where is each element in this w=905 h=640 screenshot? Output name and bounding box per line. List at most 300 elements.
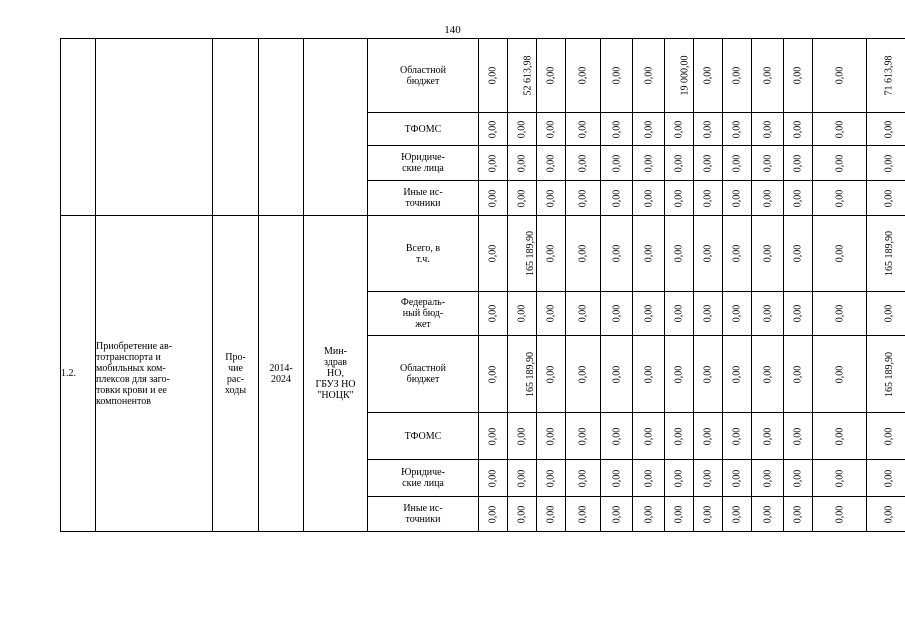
amount-cell [723,413,752,460]
amount-cell [537,146,566,181]
text-line: Федераль- [400,297,446,308]
amount-cell [665,113,694,146]
amount-cell [601,336,633,413]
amount-cell [566,292,601,336]
amount-value: 0,00 [545,427,557,445]
amount-cell [537,292,566,336]
amount-value: 0,00 [702,66,714,85]
amount-value: 0,00 [577,469,589,487]
funding-source [368,497,479,532]
amount-cell [633,497,665,532]
amount-cell [665,39,694,113]
amount-value: 0,00 [883,427,894,445]
amount-cell [566,413,601,460]
amount-value: 0,00 [792,427,804,445]
amount-cell [537,460,566,497]
amount-value: 0,00 [883,505,894,523]
amount-cell [566,181,601,216]
amount-value: 0,00 [834,505,845,523]
amount-value: 165 189,90 [884,231,895,276]
amount-value: 0,00 [577,427,589,445]
amount-cell [508,146,537,181]
funding-source [368,113,479,146]
amount-value: 0,00 [673,365,685,383]
amount-value: 0,00 [643,244,654,263]
amount-cell [508,216,537,292]
amount-cell [566,113,601,146]
amount-cell [479,336,508,413]
funding-source [368,460,479,497]
amount-value: 0,00 [883,189,894,207]
amount-value: 0,00 [731,189,743,207]
amount-cell [665,292,694,336]
text-line: бюджет [406,75,440,87]
amount-value: 0,00 [516,505,528,523]
amount-cell [479,39,508,113]
amount-cell [508,460,537,497]
amount-cell [479,460,508,497]
text-line: Областной [399,64,446,76]
text-line: ходы [224,384,247,396]
amount-value: 0,00 [731,505,743,523]
amount-cell [694,497,723,532]
text-line: здрав [323,357,348,368]
amount-value: 0,00 [487,427,499,445]
amount-value: 0,00 [611,154,622,172]
amount-value: 0,00 [673,154,685,172]
text-line: плексов для заго- [96,373,170,385]
amount-cell [633,292,665,336]
amount-value: 0,00 [545,120,557,138]
amount-cell [784,181,813,216]
amount-cell [694,460,723,497]
amount-value: 0,00 [487,304,499,323]
amount-cell [723,460,752,497]
amount-value: 0,00 [577,244,589,263]
amount-value: 0,00 [487,66,499,85]
amount-cell [601,181,633,216]
text-line: мобильных ком- [96,362,166,374]
amount-cell [723,181,752,216]
amount-value: 0,00 [792,505,804,523]
amount-value: 0,00 [611,469,622,487]
amount-value: 0,00 [702,427,714,445]
budget-table [60,38,905,532]
amount-value: 0,00 [611,244,622,263]
amount-cell [723,113,752,146]
amount-cell [566,497,601,532]
amount-value: 0,00 [545,66,557,85]
text-line: ГБУЗ НО [315,379,356,390]
text-line: Юридиче- [401,467,445,478]
amount-value: 0,00 [577,66,589,85]
text-line: жет [415,319,431,330]
amount-cell [867,413,905,460]
amount-value: 0,00 [792,154,804,172]
funding-source [368,336,479,413]
amount-cell [752,292,784,336]
amount-value: 0,00 [643,66,654,85]
amount-value: 0,00 [487,120,499,138]
table-row [61,39,905,113]
amount-value: 0,00 [834,66,845,85]
amount-value: 0,00 [611,505,622,523]
text-line: т.ч. [416,253,430,265]
amount-value: 0,00 [762,427,773,445]
amount-value: 0,00 [834,427,845,445]
amount-cell [508,292,537,336]
text-line: Областной [399,363,446,374]
amount-value: 0,00 [545,304,557,323]
amount-cell [867,181,905,216]
amount-value: 0,00 [702,505,714,523]
text-line: тотранспорта и [96,351,161,363]
amount-cell [479,497,508,532]
amount-cell [867,39,905,113]
amount-cell [601,146,633,181]
amount-cell [633,113,665,146]
text-line: ный бюд- [402,308,444,319]
amount-value: 0,00 [792,365,804,383]
amount-value: 0,00 [702,244,714,263]
amount-value: 0,00 [762,189,773,207]
amount-value: 71 613,98 [883,55,894,96]
amount-cell [784,113,813,146]
amount-value: 0,00 [545,505,557,523]
amount-value: 0,00 [577,154,589,172]
amount-value: 0,00 [792,469,804,487]
amount-cell [508,413,537,460]
amount-value: 0,00 [577,304,589,323]
amount-value: 0,00 [834,469,845,487]
amount-value: 0,00 [731,365,743,383]
funding-source [368,413,479,460]
amount-value: 0,00 [673,244,685,263]
amount-cell [633,216,665,292]
text-line: рас- [226,373,245,385]
empty-cell [259,39,304,216]
amount-cell [601,39,633,113]
amount-value: 0,00 [673,120,685,138]
amount-value: 0,00 [673,469,685,487]
amount-value: 0,00 [883,469,894,487]
amount-value: 0,00 [762,505,773,523]
amount-value: 0,00 [516,189,528,207]
amount-cell [508,181,537,216]
amount-value: 0,00 [762,66,773,85]
text-line: ТФОМС [404,430,442,442]
amount-value: 165 189,90 [525,351,536,397]
amount-cell [633,413,665,460]
amount-value: 0,00 [731,469,743,487]
amount-value: 0,00 [834,365,845,383]
amount-cell [867,460,905,497]
amount-cell [601,460,633,497]
amount-cell [784,39,813,113]
amount-cell [813,292,867,336]
amount-cell [601,216,633,292]
amount-cell [784,216,813,292]
amount-value: 0,00 [792,304,804,323]
amount-value: 0,00 [883,154,894,172]
amount-value: 0,00 [834,304,845,323]
empty-cell [213,39,259,216]
amount-value: 0,00 [545,469,557,487]
amount-cell [752,413,784,460]
amount-cell [813,460,867,497]
amount-cell [665,460,694,497]
amount-cell [813,113,867,146]
amount-value: 0,00 [545,189,557,207]
amount-value: 0,00 [643,120,654,138]
amount-value: 0,00 [611,120,622,138]
amount-cell [665,181,694,216]
amount-cell [537,336,566,413]
amount-value: 0,00 [577,505,589,523]
amount-cell [537,497,566,532]
amount-value: 0,00 [516,427,528,445]
amount-value: 0,00 [643,154,654,172]
amount-value: 0,00 [731,244,743,263]
amount-value: 0,00 [611,304,622,323]
amount-value: 0,00 [702,304,714,323]
amount-cell [537,216,566,292]
amount-value: 0,00 [834,244,845,263]
amount-cell [752,460,784,497]
amount-value: 0,00 [516,154,528,172]
amount-cell [813,336,867,413]
amount-cell [633,146,665,181]
amount-cell [694,39,723,113]
amount-value: 0,00 [792,189,804,207]
amount-value: 0,00 [731,154,743,172]
text-line: 2014- [269,362,293,374]
amount-cell [784,413,813,460]
amount-cell [479,413,508,460]
amount-value: 0,00 [792,66,804,85]
page-number: 140 [444,24,461,36]
amount-cell [479,181,508,216]
table-body [61,39,905,532]
funding-source [368,292,479,336]
amount-cell [784,292,813,336]
amount-value: 0,00 [611,365,622,383]
amount-value: 0,00 [702,365,714,383]
amount-value: 165 189,90 [525,231,536,276]
amount-value: 0,00 [762,469,773,487]
amount-cell [633,336,665,413]
amount-value: 0,00 [611,427,622,445]
amount-value: 0,00 [673,427,685,445]
amount-value: 0,00 [487,189,499,207]
amount-cell [867,292,905,336]
amount-cell [813,216,867,292]
amount-cell [723,292,752,336]
amount-value: 165 189,90 [884,351,895,397]
amount-cell [566,39,601,113]
amount-value: 0,00 [577,365,589,383]
text-line: точники [405,514,441,525]
amount-cell [537,113,566,146]
implementation-period [259,216,304,532]
amount-cell [784,336,813,413]
text-line: Юридиче- [401,152,445,163]
amount-cell [566,216,601,292]
amount-value: 0,00 [643,427,654,445]
responsible-organization [304,216,368,532]
amount-value: 52 613,98 [522,55,534,96]
text-line: Иные ис- [403,187,443,198]
text-line: Мин- [324,346,347,357]
amount-cell [752,497,784,532]
amount-cell [723,216,752,292]
text-line: ские лица [402,478,444,489]
amount-value: 0,00 [487,505,499,523]
amount-value: 0,00 [545,244,557,263]
amount-value: 0,00 [643,365,654,383]
empty-cell [96,39,213,216]
text-line: ские лица [402,163,444,174]
amount-cell [665,336,694,413]
amount-cell [752,39,784,113]
amount-cell [813,39,867,113]
amount-value: 0,00 [487,244,499,263]
amount-cell [479,113,508,146]
text-line: чие [228,362,243,374]
amount-cell [508,497,537,532]
amount-value: 0,00 [673,189,685,207]
amount-cell [601,413,633,460]
amount-cell [752,336,784,413]
amount-cell [566,460,601,497]
amount-value: 0,00 [702,469,714,487]
amount-cell [694,413,723,460]
amount-value: 0,00 [545,365,557,383]
amount-cell [784,460,813,497]
amount-cell [813,181,867,216]
amount-value: 0,00 [643,505,654,523]
text-line: точники [405,198,441,209]
amount-value: 0,00 [792,244,804,263]
amount-value: 0,00 [611,189,622,207]
expense-category [213,216,259,532]
amount-value: 0,00 [792,120,804,138]
text-line: ТФОМС [404,123,442,135]
amount-cell [537,39,566,113]
amount-cell [601,113,633,146]
amount-value: 0,00 [834,189,845,207]
amount-cell [723,146,752,181]
empty-cell [304,39,368,216]
amount-value: 19 000,00 [679,55,691,96]
amount-value: 0,00 [702,154,714,172]
amount-cell [633,181,665,216]
amount-value: 0,00 [883,304,894,323]
amount-value: 0,00 [883,120,894,138]
amount-cell [665,216,694,292]
amount-value: 0,00 [731,304,743,323]
text-line: НО, [327,368,344,379]
amount-value: 0,00 [731,66,743,85]
amount-cell [813,146,867,181]
amount-cell [694,146,723,181]
text-line: товки крови и ее [96,384,167,396]
amount-cell [867,216,905,292]
amount-cell [665,413,694,460]
amount-value: 0,00 [643,189,654,207]
text-line: Приобретение ав- [96,340,173,352]
amount-cell [633,460,665,497]
amount-value: 0,00 [762,304,773,323]
amount-cell [479,146,508,181]
amount-cell [694,113,723,146]
amount-cell [752,181,784,216]
amount-cell [633,39,665,113]
text-line: 2024 [271,373,291,385]
amount-value: 0,00 [762,154,773,172]
amount-cell [867,146,905,181]
item-number: 1.2. [61,216,96,532]
amount-cell [537,413,566,460]
amount-value: 0,00 [643,304,654,323]
table-row [61,216,905,292]
funding-source [368,181,479,216]
amount-value: 0,00 [487,469,499,487]
amount-value: 0,00 [545,154,557,172]
amount-value: 0,00 [673,505,685,523]
amount-cell [784,146,813,181]
amount-cell [508,113,537,146]
text-line: Всего, в [405,242,441,254]
amount-cell [665,497,694,532]
amount-cell [813,497,867,532]
amount-value: 0,00 [834,120,845,138]
funding-source [368,146,479,181]
amount-cell [813,413,867,460]
amount-value: 0,00 [487,365,499,383]
amount-cell [479,292,508,336]
text-line: Иные ис- [403,503,443,514]
amount-cell [752,146,784,181]
item-name [96,216,213,532]
amount-cell [867,336,905,413]
amount-cell [537,181,566,216]
amount-cell [694,292,723,336]
amount-value: 0,00 [762,244,773,263]
amount-cell [752,113,784,146]
amount-cell [694,216,723,292]
text-line: Про- [225,351,246,363]
amount-value: 0,00 [577,189,589,207]
amount-cell [723,497,752,532]
empty-cell [61,39,96,216]
amount-value: 0,00 [516,469,528,487]
amount-cell [601,292,633,336]
amount-value: 0,00 [516,304,528,323]
amount-cell [508,39,537,113]
amount-value: 0,00 [487,154,499,172]
amount-cell [566,146,601,181]
text-line: бюджет [406,374,440,385]
amount-cell [508,336,537,413]
amount-value: 0,00 [834,154,845,172]
amount-value: 0,00 [516,120,528,138]
amount-value: 0,00 [702,189,714,207]
amount-cell [479,216,508,292]
amount-cell [694,181,723,216]
amount-cell [601,497,633,532]
amount-cell [784,497,813,532]
